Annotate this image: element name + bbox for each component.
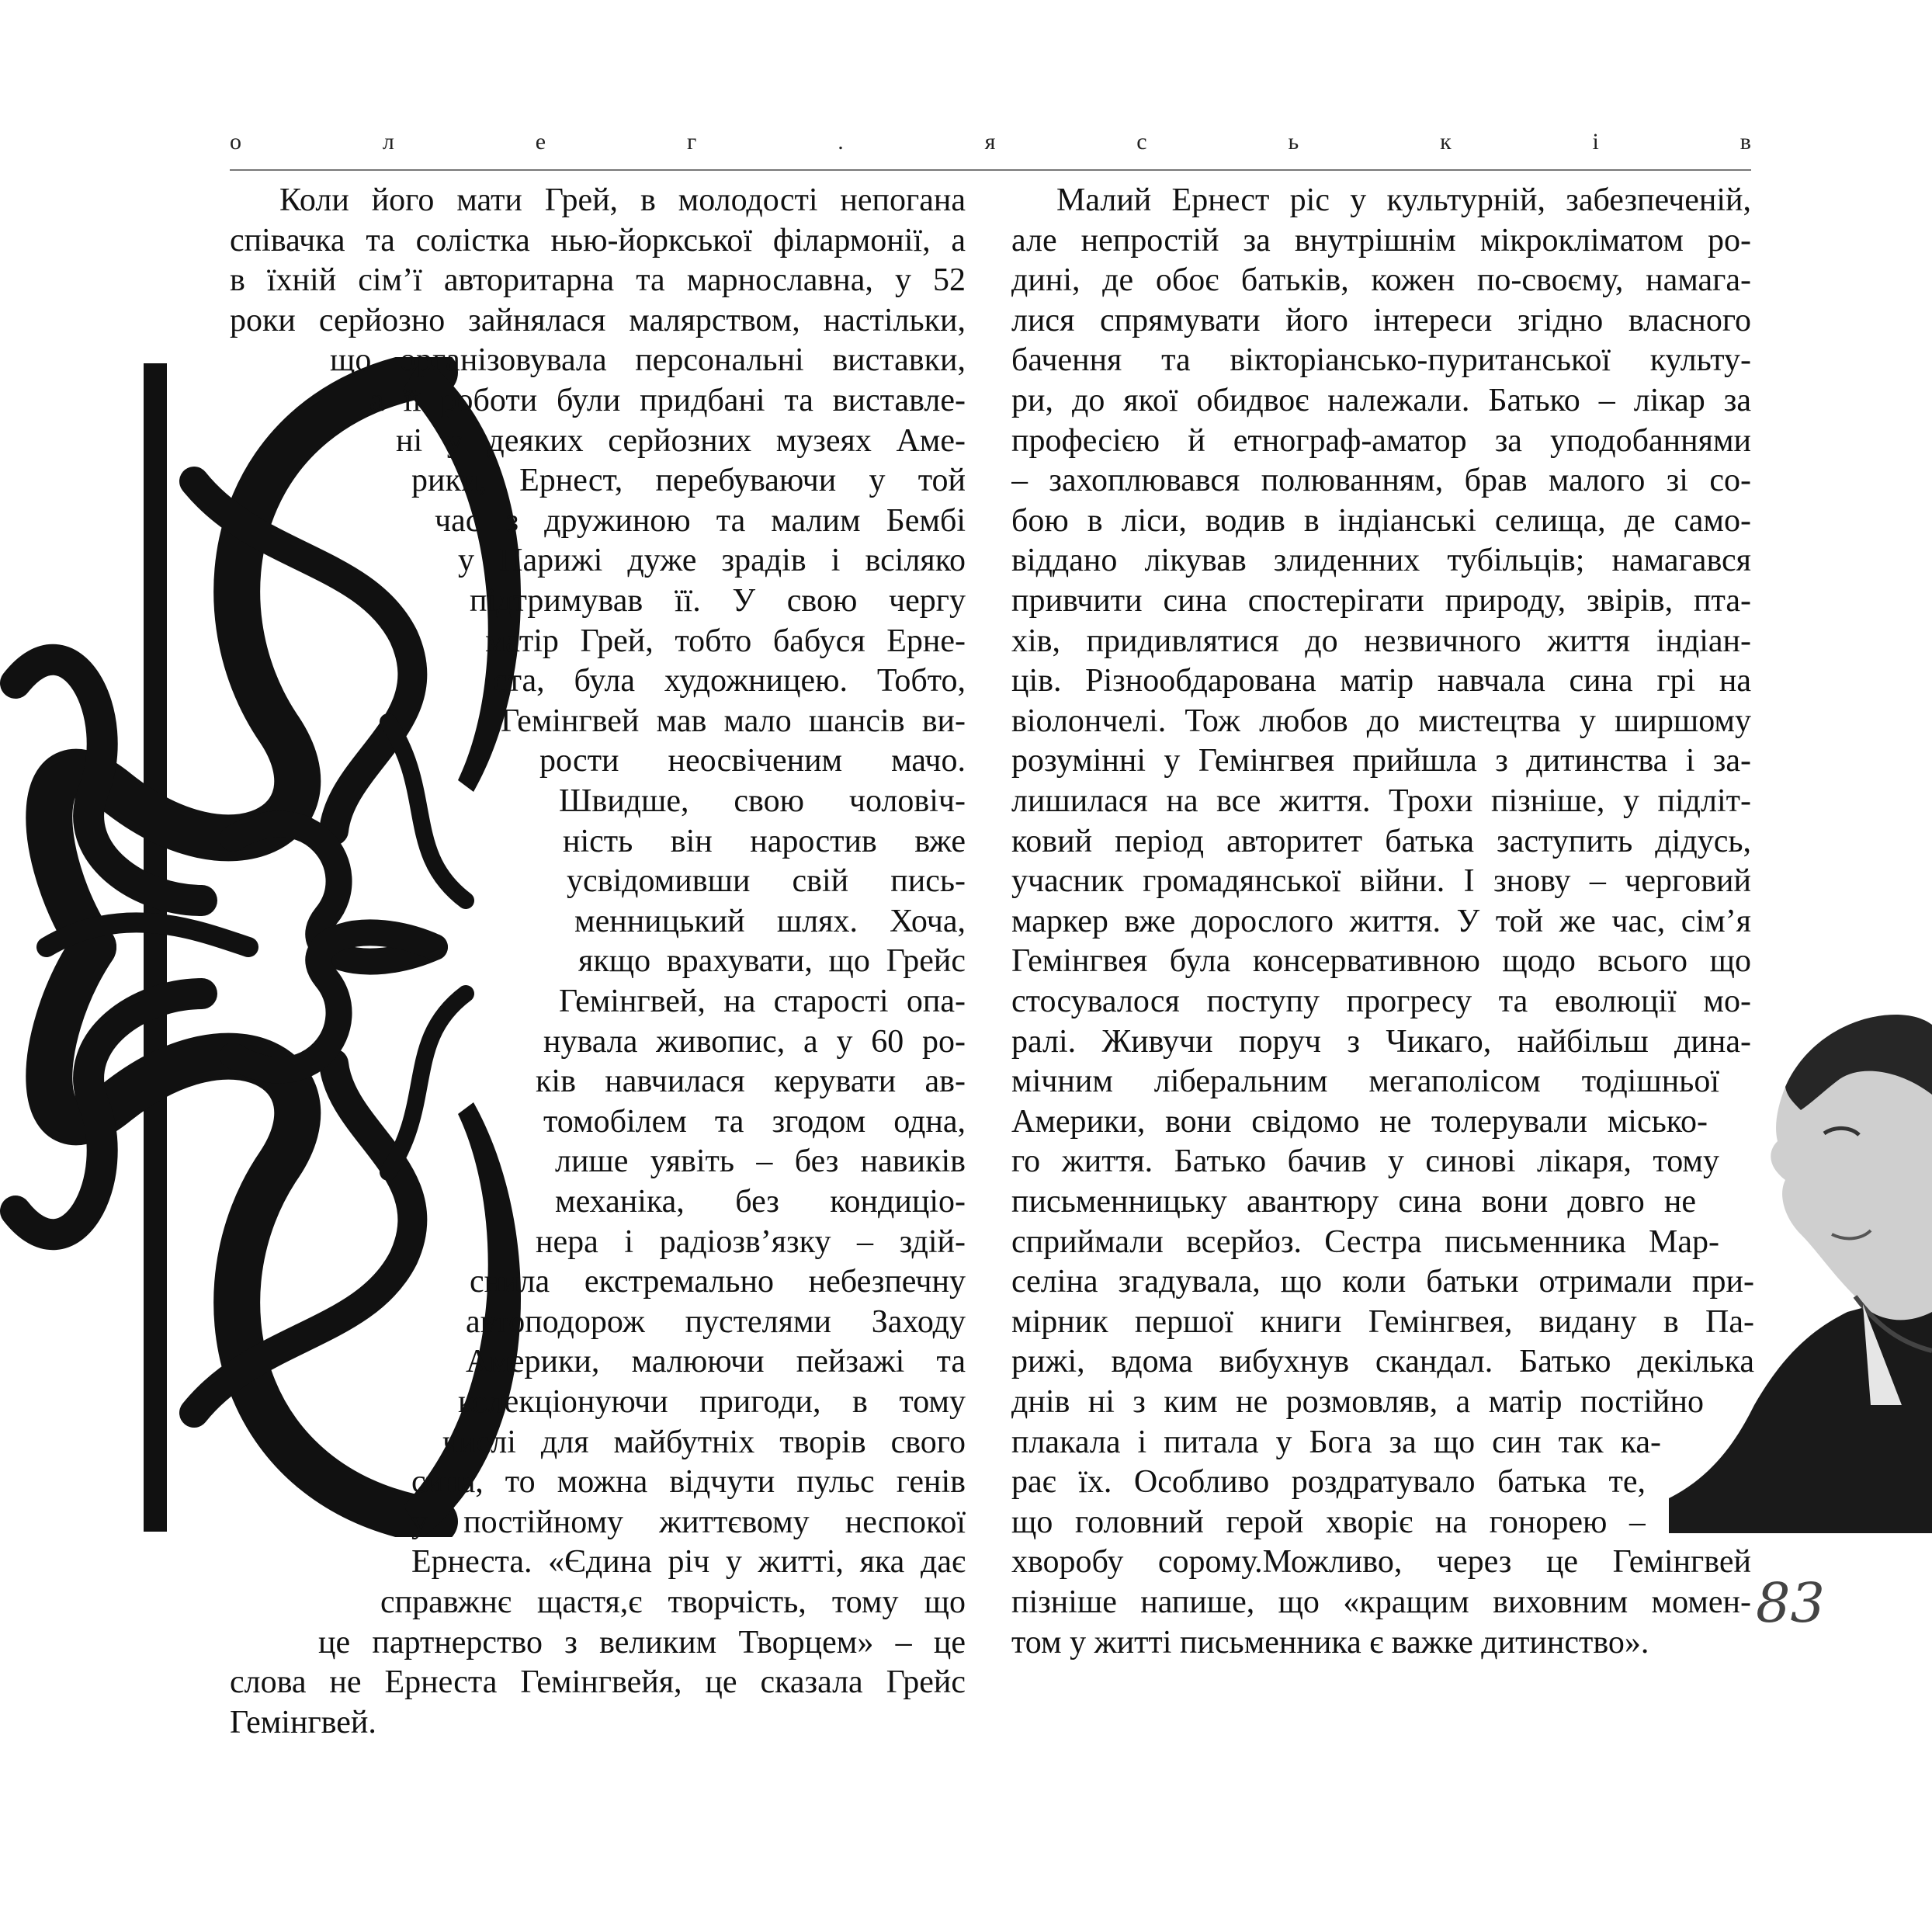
right-column-line: сприймали всерйоз. Сестра письменника Мар-	[1011, 1223, 1719, 1260]
left-column-line: у Парижі дуже зрадів і всіляко	[458, 543, 966, 579]
right-column-line: Гемінгвея була консервативною щодо всього що	[1011, 943, 1751, 980]
right-column-line: ралі. Живучи поруч з Чикаго, найбільш дина-	[1011, 1023, 1751, 1060]
right-column-line: хворобу сорому.Можливо, через це Гемінгвей	[1011, 1544, 1751, 1581]
left-column-line: колекціонуючи пригоди, в тому	[458, 1384, 966, 1420]
header-letter: і	[1592, 129, 1599, 154]
right-column-line: рає їх. Особливо роздратувало батька те,	[1011, 1464, 1646, 1501]
left-column-line: рики, Ернест, перебуваючи у той	[411, 463, 966, 499]
left-column-line: що організовувала персональні виставки,	[330, 342, 966, 379]
left-column-line: ні у деяких серйозних музеях Аме-	[396, 422, 966, 459]
right-column-line: віолончелі. Тож любов до мистецтва у ширшому	[1011, 703, 1751, 739]
right-column-line: письменницьку авантюру сина вони довго не	[1011, 1184, 1696, 1220]
right-column-line: мічним ліберальним мегаполісом тодішньої	[1011, 1064, 1719, 1100]
left-column-line: томобілем та згодом одна,	[543, 1103, 966, 1140]
left-column-line: а її роботи були придбані та виставле-	[369, 383, 966, 418]
left-column-line: нера і радіозв’язку – здій-	[536, 1223, 966, 1260]
left-column-line: ність він наростив вже	[563, 823, 966, 859]
header-letter: г	[686, 129, 697, 154]
left-column-line: рости неосвіченим мачо.	[539, 743, 966, 779]
left-column-line: нувала живопис, а у 60 ро-	[543, 1023, 966, 1060]
running-header	[230, 124, 1751, 160]
header-letter: ь	[1288, 129, 1299, 154]
right-column-line: мірник першої книги Гемінгвея, видану в Па-	[1011, 1303, 1754, 1340]
left-column-line: снила екстремально небезпечну	[470, 1264, 966, 1300]
left-column-line: Гемінгвей.	[230, 1704, 376, 1740]
header-letter: л	[382, 129, 394, 154]
left-column-line: механіка, без кондиціо-	[555, 1184, 966, 1220]
left-column-line: підтримував її. У свою чергу	[470, 583, 966, 619]
right-column-line: днів ні з ким не розмовляв, а матір постійно	[1011, 1384, 1704, 1420]
right-column-line: лишилася на все життя. Трохи пізніше, у підліт-	[1011, 783, 1751, 819]
left-column-line: Ернеста. «Єдина річ у житті, яка дає	[411, 1544, 966, 1581]
header-letter: к	[1440, 129, 1452, 154]
left-column-line: якщо врахувати, що Грейс	[578, 943, 966, 980]
left-column-line: Швидше, свою чоловіч-	[559, 783, 966, 819]
left-column-line: ста, була художницею. Тобто,	[493, 663, 966, 699]
left-column-line: в їхній сім’ї авторитарна та марнославна, у 52	[230, 262, 966, 299]
left-column-line: Гемінгвей, на старості опа-	[559, 984, 966, 1019]
header-letter: .	[838, 129, 844, 154]
page-number: 83	[1756, 1571, 1826, 1635]
left-column-line: автоподорож пустелями Заходу	[466, 1303, 966, 1340]
header-letter: о	[230, 129, 241, 154]
right-column-line: що головний герой хворіє на гонорею –	[1011, 1504, 1646, 1540]
header-rule	[230, 169, 1751, 171]
left-column-line: роки серйозно зайнялася малярством, настільки,	[230, 302, 966, 338]
right-column-line: том у житті письменника є важке дитинство».	[1011, 1624, 1649, 1661]
right-column-line: бачення та вікторіансько-пуританської культу-	[1011, 342, 1751, 379]
right-column-line: хів, придивлятися до незвичного життя індіан-	[1011, 623, 1751, 659]
right-column-line: розумінні у Гемінгвея прийшла з дитинства і за-	[1011, 743, 1751, 779]
left-column-line: співачка та солістка нью-йоркської філармонії, а	[230, 222, 966, 259]
left-column-line: час з дружиною та малим Бембі	[435, 502, 966, 539]
right-column-line: селіна згадувала, що коли батьки отримали при-	[1011, 1264, 1754, 1300]
left-column-line: лише уявіть – без навиків	[555, 1143, 966, 1180]
left-column-line: справжнє щастя,є творчість, тому що	[380, 1584, 966, 1620]
right-column-line: Малий Ернест ріс у культурній, забезпеченій,	[1056, 182, 1751, 218]
right-column-line: Америки, вони свідомо не толерували місько-	[1011, 1103, 1708, 1140]
right-column-line: ри, до якої обидвоє належали. Батько – лікар за	[1011, 383, 1751, 418]
right-column-line: рижі, вдома вибухнув скандал. Батько декілька	[1011, 1344, 1754, 1380]
right-column-line: пізніше напише, що «кращим виховним момен-	[1011, 1584, 1751, 1620]
left-column-line: Гемінгвей мав мало шансів ви-	[501, 703, 966, 739]
right-column-line: привчити сина спостерігати природу, звірів, пта-	[1011, 583, 1751, 619]
right-column-line: учасник громадянської війни. І знову – черговий	[1011, 863, 1751, 900]
left-column-line: слова не Ернеста Гемінгвейя, це сказала Грейс	[230, 1664, 966, 1701]
right-column-line: лися спрямувати його інтереси згідно власного	[1011, 302, 1751, 338]
right-column-line: го життя. Батько бачив у синові лікаря, тому	[1011, 1143, 1719, 1180]
left-column-line: Америки, малюючи пейзажі та	[466, 1344, 966, 1380]
header-letter: я	[984, 129, 996, 154]
right-column-line: маркер вже дорослого життя. У той же час, сім’я	[1011, 903, 1751, 939]
header-letter: е	[535, 129, 546, 154]
right-column-line: стосувалося поступу прогресу та еволюції мо-	[1011, 984, 1751, 1019]
right-column-line: але непростій за внутрішнім мікрокліматом ро-	[1011, 222, 1751, 259]
header-letter: в	[1739, 129, 1751, 154]
left-column-line: це партнерство з великим Творцем» – це	[318, 1624, 966, 1661]
left-column-line: ків навчилася керувати ав-	[536, 1064, 966, 1100]
left-column-line: у постійному життєвому неспокої	[411, 1504, 966, 1540]
right-column-line: віддано лікував злиденних тубільців; намагався	[1011, 543, 1751, 579]
header-letter: с	[1136, 129, 1147, 154]
left-column-line: матір Грей, тобто бабуся Ерне-	[485, 623, 966, 659]
left-column-line: сина, то можна відчути пульс генів	[411, 1464, 966, 1501]
left-column-line: усвідомивши свій пись-	[567, 863, 966, 900]
right-column-line: – захоплювався полюванням, брав малого зі со-	[1011, 463, 1751, 499]
right-column-line: професією й етнограф-аматор за уподобаннями	[1011, 422, 1751, 459]
right-column-line: дині, де обоє батьків, кожен по-своєму, намага-	[1011, 262, 1751, 299]
right-column-line: плакала і питала у Бога за що син так ка-	[1011, 1424, 1661, 1460]
right-column-line: бою в ліси, водив в індіанські селища, де само-	[1011, 502, 1751, 539]
left-column-line: числі для майбутніх творів свого	[442, 1424, 966, 1460]
left-column-line: менницький шлях. Хоча,	[574, 903, 966, 939]
right-column-line: ців. Різнообдарована матір навчала сина грі на	[1011, 663, 1751, 699]
right-column-line: ковий період авторитет батька заступить дідусь,	[1011, 823, 1751, 859]
left-column-line: Коли його мати Грей, в молодості непогана	[279, 182, 966, 218]
